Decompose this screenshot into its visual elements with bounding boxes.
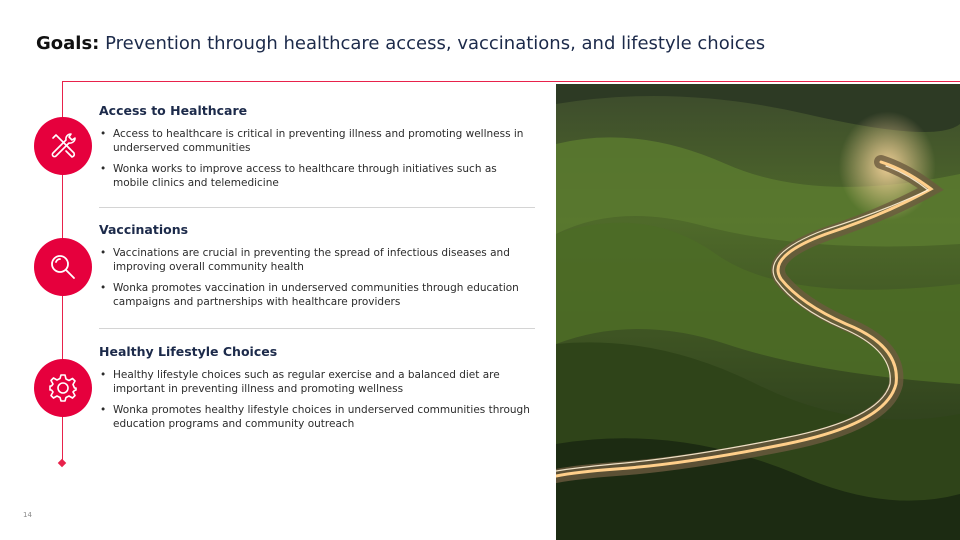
winding-road-icon <box>556 84 960 540</box>
bullet-item: • Healthy lifestyle choices such as regular exercise and a balanced diet are important in preventing illness and promoting wellness <box>99 368 535 396</box>
section-access-to-healthcare <box>99 103 535 197</box>
section-healthy-lifestyle-choices <box>99 344 535 438</box>
gear-icon-circle <box>34 359 92 417</box>
section-vaccinations <box>99 222 535 316</box>
bullet-list <box>99 368 535 431</box>
section-heading: Healthy Lifestyle Choices <box>99 344 278 359</box>
section-heading: Access to Healthcare <box>99 103 248 118</box>
tools-icon <box>46 129 80 163</box>
section-divider <box>99 328 535 329</box>
timeline-end-marker <box>58 459 66 467</box>
bullet-list <box>99 127 535 190</box>
winding-road-photo <box>556 84 960 540</box>
bullet-list <box>99 246 535 309</box>
magnifier-icon-circle <box>34 238 92 296</box>
bullet-item: • Wonka works to improve access to healthcare through initiatives such as mobile clinics and telemedicine <box>99 162 535 190</box>
title-rule <box>62 81 960 82</box>
tools-icon-circle <box>34 117 92 175</box>
gear-icon <box>46 371 80 405</box>
bullet-item: • Access to healthcare is critical in preventing illness and promoting wellness in underserved communities <box>99 127 535 155</box>
bullet-item: • Wonka promotes vaccination in underserved communities through education campaigns and partnerships with healthcare providers <box>99 281 535 309</box>
section-heading: Vaccinations <box>99 222 189 237</box>
section-divider <box>99 207 535 208</box>
title-text: Prevention through healthcare access, vaccinations, and lifestyle choices <box>105 33 766 54</box>
bullet-item: • Vaccinations are crucial in preventing the spread of infectious diseases and improving overall community health <box>99 246 535 274</box>
page-number: 14 <box>23 511 32 519</box>
slide-title <box>36 33 765 54</box>
bullet-item: • Wonka promotes healthy lifestyle choices in underserved communities through education programs and community outreach <box>99 403 535 431</box>
magnifier-icon <box>46 250 80 284</box>
title-label: Goals: <box>36 33 100 54</box>
